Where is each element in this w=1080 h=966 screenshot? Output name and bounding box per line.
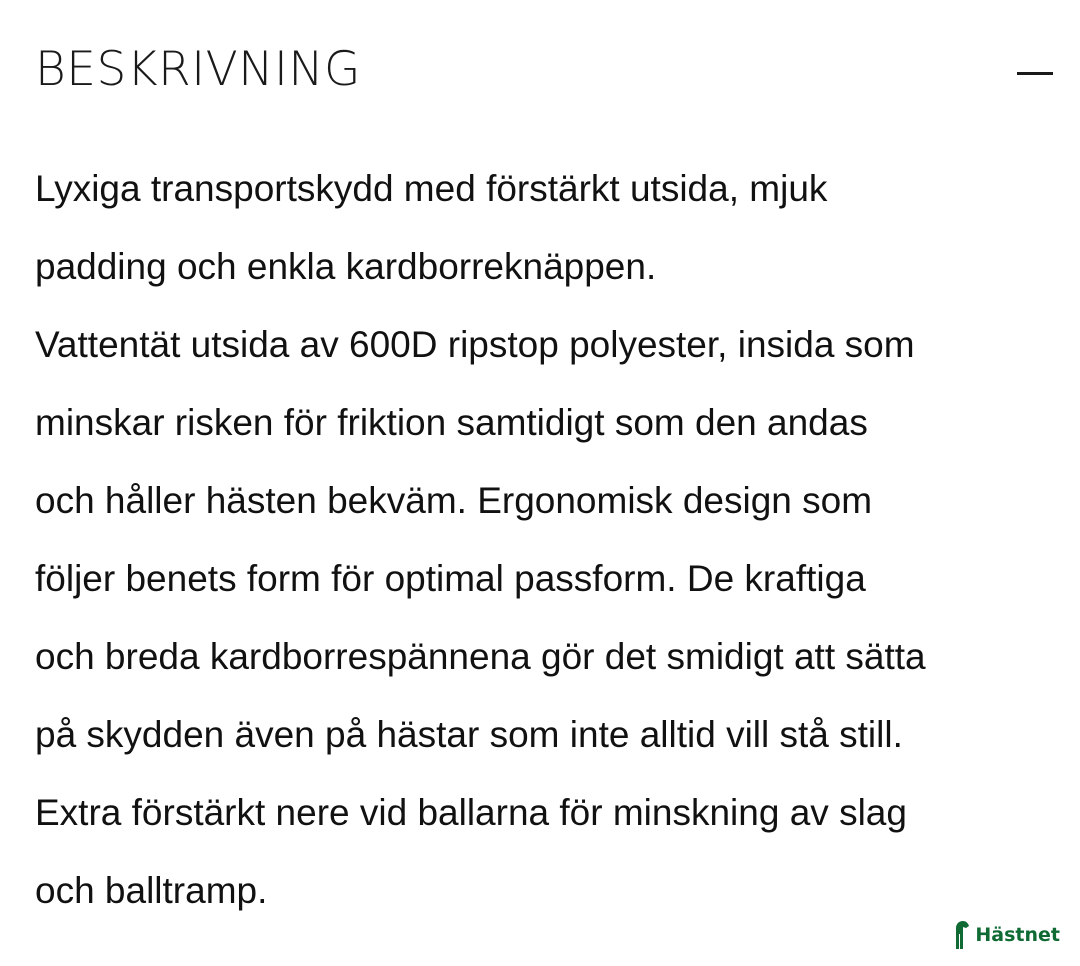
description-paragraph: Vattentät utsida av 600D ripstop polyester, insida som minskar risken för friktion samtidigt som den andas och håller hästen bekväm. Ergonomisk design som följer benets form för optimal passform. De kraftiga och breda kardborrespännena gör det smidigt att sätta på skydden även på hästar som inte alltid vill stå still. Extra förstärkt nere vid ballarna för minskning av slag och balltramp. [35,324,926,911]
section-title: BESKRIVNING [35,42,361,97]
description-paragraph: Lyxiga transportskydd med förstärkt utsida, mjuk padding och enkla kardborreknäppen. [35,168,828,287]
minus-icon[interactable] [1015,56,1055,96]
description-body [35,150,1065,930]
hastnet-watermark [953,918,1060,952]
horse-logo-icon [953,920,971,950]
watermark-text: Hästnet [975,924,1060,946]
description-accordion-header[interactable] [35,36,1055,106]
